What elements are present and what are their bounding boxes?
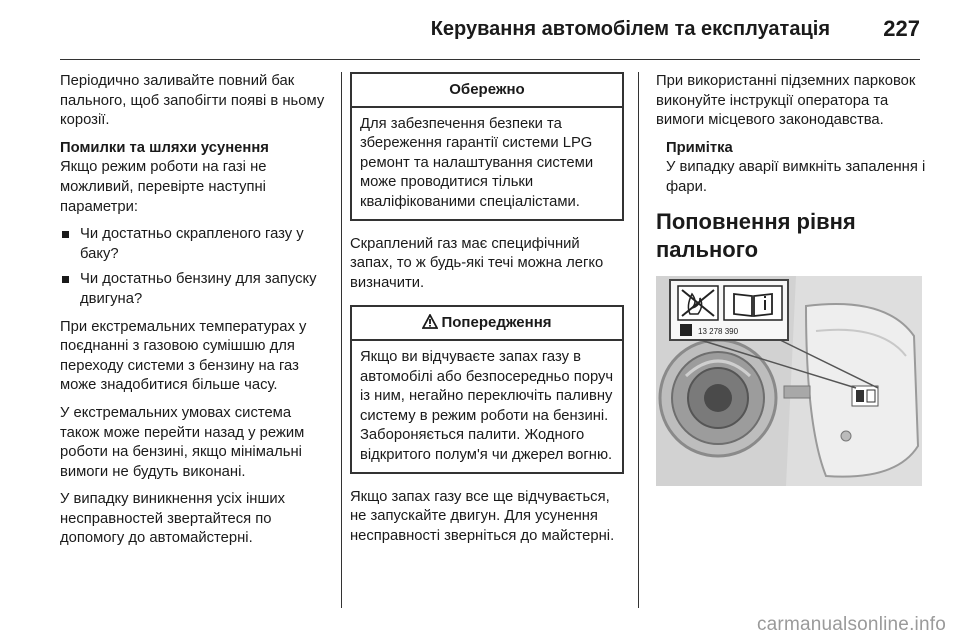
column-2 (350, 72, 624, 554)
paragraph-underground-parking: При використанні підземних парковок виконуйте інструкції оператора та вимоги місцевого законодавства. (656, 73, 916, 129)
caution-text: Для забезпечення безпеки та збереження гарантії системи LPG ремонт та налаштування системи може проводитися тільки кваліфікованими спеціалістами. (360, 115, 594, 210)
caution-title: Обережно (352, 74, 622, 108)
faults-checklist (60, 225, 332, 309)
column-3 (656, 72, 926, 486)
fuel-filler-illustration (656, 276, 922, 486)
caution-box (350, 72, 624, 221)
no-flame-icon (678, 286, 718, 320)
warning-text: Якщо ви відчуваєте запах газу в автомобілі або безпосередньо поруч із ним, негайно переключіть паливну систему в режим роботи на бензині. Забороняється палити. Жодного відкритого полум'я чи джерел вогню. (360, 348, 614, 463)
warning-triangle-icon (422, 314, 438, 329)
paragraph-smell-persists: Якщо запах газу все ще відчувається, не запускайте двигун. Для усунення несправності зверніться до майстерні. (350, 488, 615, 544)
column-divider-2 (638, 72, 639, 608)
paragraph-gas-smell: Скраплений газ має специфічний запах, то ж будь-які течі можна легко визначити. (350, 235, 604, 291)
running-header-title: Керування автомобілем та експлуатація (430, 18, 830, 40)
section-heading-refuelling: Поповнення рівня пального (656, 208, 856, 262)
checklist-item-lpg: Чи достатньо скрапленого газу у баку? (60, 225, 332, 264)
note-text: У випадку аварії вимкніть запалення і фари. (666, 159, 926, 195)
checklist-item-petrol: Чи достатньо бензину для запуску двигуна? (60, 270, 332, 309)
note-title: Примітка (666, 139, 733, 156)
faults-intro: Якщо режим роботи на газі не можливий, перевірте наступні параметри: (60, 159, 267, 215)
page-number: 227 (883, 16, 920, 41)
paragraph-refuel: Періодично заливайте повний бак пального, щоб запобігти появі в ньому корозії. (60, 73, 325, 129)
warning-header (352, 307, 622, 341)
column-1 (60, 72, 332, 557)
faults-heading: Помилки та шляхи усунення (60, 139, 269, 156)
header-divider (60, 59, 920, 60)
warning-title: Попередження (441, 314, 552, 332)
label-part-number: 13 278 390 (698, 326, 739, 336)
watermark: carmanualsonline.info (756, 614, 946, 635)
owners-manual-icon (724, 286, 782, 320)
column-divider-1 (341, 72, 342, 608)
paragraph-extreme-conditions: У екстремальних умовах система також може перейти назад у режим роботи на бензині, якщо мінімальні вимоги не будуть виконані. (60, 404, 305, 480)
paragraph-other-faults: У випадку виникнення усіх інших несправностей звертайтеся по допомогу до автомайстерні. (60, 491, 285, 547)
fuel-filler-photo (656, 276, 922, 486)
paragraph-extreme-temperatures: При екстремальних температурах у поєднанні з газовою сумішшю для переходу системи з бензину на газ може знадобитися більше часу. (60, 318, 307, 394)
warning-box (350, 305, 624, 473)
